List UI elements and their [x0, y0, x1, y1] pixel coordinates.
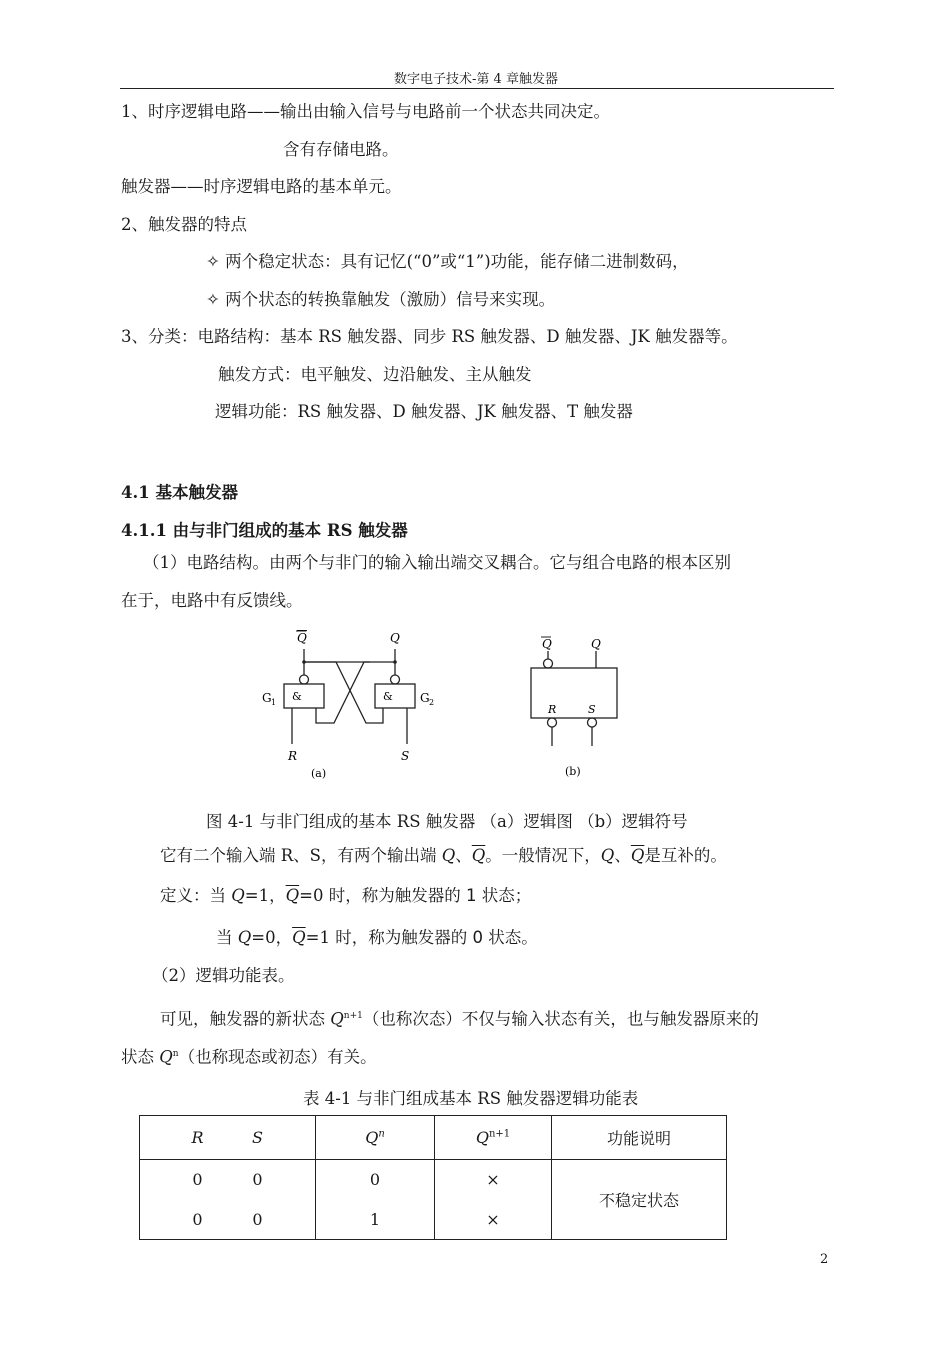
- def1-state: 1 状态: [465, 886, 515, 905]
- def1-qbar: $\overline{Q}$: [285, 886, 300, 905]
- paragraph-line-2: 在于，电路中有反馈线。: [121, 591, 303, 610]
- function-table-heading: （2）逻辑功能表。: [152, 966, 295, 985]
- io-q-2: Q: [600, 846, 615, 865]
- g1-label: G: [262, 691, 272, 705]
- intro-line-1: 1、时序逻辑电路——输出由输入信号与电路前一个状态共同决定。: [121, 102, 610, 121]
- def1-text: 定义：当: [160, 886, 232, 905]
- logic-function-line: 逻辑功能：RS 触发器、D 触发器、JK 触发器、T 触发器: [215, 402, 633, 421]
- p3-text-2: （也称次态）不仅与输入状态有关，也与触发器原来的: [362, 1009, 759, 1029]
- section-heading: 4.1 基本触发器: [121, 483, 238, 502]
- table-caption: 表 4-1 与非门组成基本 RS 触发器逻辑功能表: [303, 1089, 639, 1108]
- header-qn-base: Q: [365, 1128, 379, 1147]
- diagram-qbar-label: Q: [297, 631, 307, 645]
- g2-subscript: 2: [429, 698, 435, 707]
- p4-sup: n: [172, 1049, 179, 1059]
- cell-s: 0: [252, 1170, 263, 1190]
- io-sep-2: 、: [614, 846, 631, 865]
- header-desc: 功能说明: [552, 1116, 727, 1160]
- figure-a-label: (a): [311, 767, 327, 780]
- p4-text-1: 状态: [121, 1047, 160, 1067]
- table-header-row: [140, 1116, 727, 1160]
- def1-end: ；: [514, 886, 532, 905]
- definition-2: [216, 928, 538, 948]
- diagram-q-label: Q: [390, 631, 400, 645]
- def2-text: 当: [216, 928, 238, 947]
- gate-g1-amp: &: [292, 690, 302, 703]
- io-text-3: 是互补的。: [644, 846, 727, 865]
- subsection-heading: 4.1.1 由与非门组成的基本 RS 触发器: [121, 521, 408, 540]
- def1-q: Q: [231, 886, 245, 905]
- cell-desc: 不稳定状态: [552, 1160, 727, 1240]
- running-header: 数字电子技术-第 4 章触发器: [394, 72, 558, 87]
- gate-g2: [375, 684, 415, 708]
- symbol-s-label: S: [588, 703, 596, 716]
- table-row: [140, 1160, 727, 1200]
- def2-end: 。: [521, 928, 538, 947]
- intro-line-2: 含有存储电路。: [283, 140, 399, 159]
- cell-r: 0: [192, 1209, 203, 1229]
- definition-1: [160, 886, 531, 906]
- io-q: Q: [441, 846, 456, 865]
- figure-b-label: (b): [565, 765, 581, 778]
- io-qbar: $\overline{Q}$: [471, 846, 486, 865]
- symbol-qbar-label: Q: [542, 637, 552, 651]
- rs-latch-logic-diagram: [240, 622, 460, 787]
- io-qbar-2: $\overline{Q}$: [630, 846, 645, 865]
- classification-line: 3、分类：电路结构：基本 RS 触发器、同步 RS 触发器、D 触发器、JK 触发器等。: [121, 327, 738, 346]
- def2-eq: =0，: [251, 928, 293, 947]
- header-qn1-base: Q: [475, 1128, 489, 1147]
- function-table: [139, 1115, 727, 1240]
- def1-eq: =1，: [244, 886, 286, 905]
- figure-caption: 图 4-1 与非门组成的基本 RS 触发器 （a）逻辑图 （b）逻辑符号: [206, 812, 688, 831]
- diagram-s-label: S: [401, 749, 410, 763]
- cell-rs: [140, 1160, 316, 1200]
- p3-text-1: 可见，触发器的新状态: [160, 1009, 331, 1029]
- intro-line-3: 触发器——时序逻辑电路的基本单元。: [121, 177, 402, 196]
- def2-text-2: =1 时，称为触发器的: [305, 928, 473, 947]
- gate-g1: [284, 684, 324, 708]
- io-text-2: 。一般情况下，: [485, 846, 601, 865]
- paragraph-present-state: [121, 1044, 377, 1068]
- rs-latch-logic-symbol: [520, 622, 640, 787]
- page-number: 2: [820, 1252, 829, 1267]
- def2-state: 0 状态: [472, 928, 522, 947]
- intro-line-4: 2、触发器的特点: [121, 215, 247, 234]
- io-text-1: 它有二个输入端 R、S，有两个输出端: [160, 846, 442, 865]
- header-qn: [316, 1116, 435, 1160]
- def1-text-2: =0 时，称为触发器的: [299, 886, 466, 905]
- cell-s: 0: [252, 1209, 263, 1229]
- def2-qbar: $\overline{Q}$: [292, 928, 306, 947]
- symbol-q-label: Q: [591, 637, 601, 651]
- cell-qn: 0: [316, 1160, 435, 1200]
- gate-g2-amp: &: [383, 690, 393, 703]
- header-qn-sup: n: [378, 1128, 385, 1140]
- header-s: S: [252, 1128, 263, 1147]
- cell-qn1: ×: [435, 1200, 552, 1240]
- paragraph-line-1: （1）电路结构。由两个与非门的输入输出端交叉耦合。它与组合电路的根本区别: [143, 553, 731, 572]
- g2-label: G: [420, 691, 430, 705]
- bullet-2: ✧ 两个状态的转换靠触发（激励）信号来实现。: [206, 290, 556, 309]
- p3-sup: n+1: [343, 1011, 363, 1021]
- io-sep-1: 、: [455, 846, 472, 865]
- cell-rs: [140, 1200, 316, 1240]
- header-rs: [140, 1116, 316, 1160]
- diagram-r-label: R: [288, 749, 298, 763]
- cell-qn1: ×: [435, 1160, 552, 1200]
- io-description: [160, 846, 727, 866]
- header-qn1-sup: n+1: [488, 1128, 511, 1140]
- p4-q: Q: [159, 1047, 173, 1067]
- bullet-1: ✧ 两个稳定状态：具有记忆(“0”或“1”)功能，能存储二进制数码，: [206, 252, 689, 271]
- header-rule: [120, 88, 834, 89]
- g1-subscript: 1: [271, 698, 277, 707]
- header-qn1: [435, 1116, 552, 1160]
- trigger-mode-line: 触发方式：电平触发、边沿触发、主从触发: [218, 365, 532, 384]
- def2-q: Q: [237, 928, 252, 947]
- header-r: R: [191, 1128, 204, 1147]
- cell-qn: 1: [316, 1200, 435, 1240]
- cell-r: 0: [192, 1170, 203, 1190]
- p3-q: Q: [330, 1009, 344, 1029]
- symbol-r-label: R: [548, 703, 557, 716]
- paragraph-next-state: [160, 1006, 759, 1030]
- p4-text-2: （也称现态或初态）有关。: [178, 1047, 377, 1067]
